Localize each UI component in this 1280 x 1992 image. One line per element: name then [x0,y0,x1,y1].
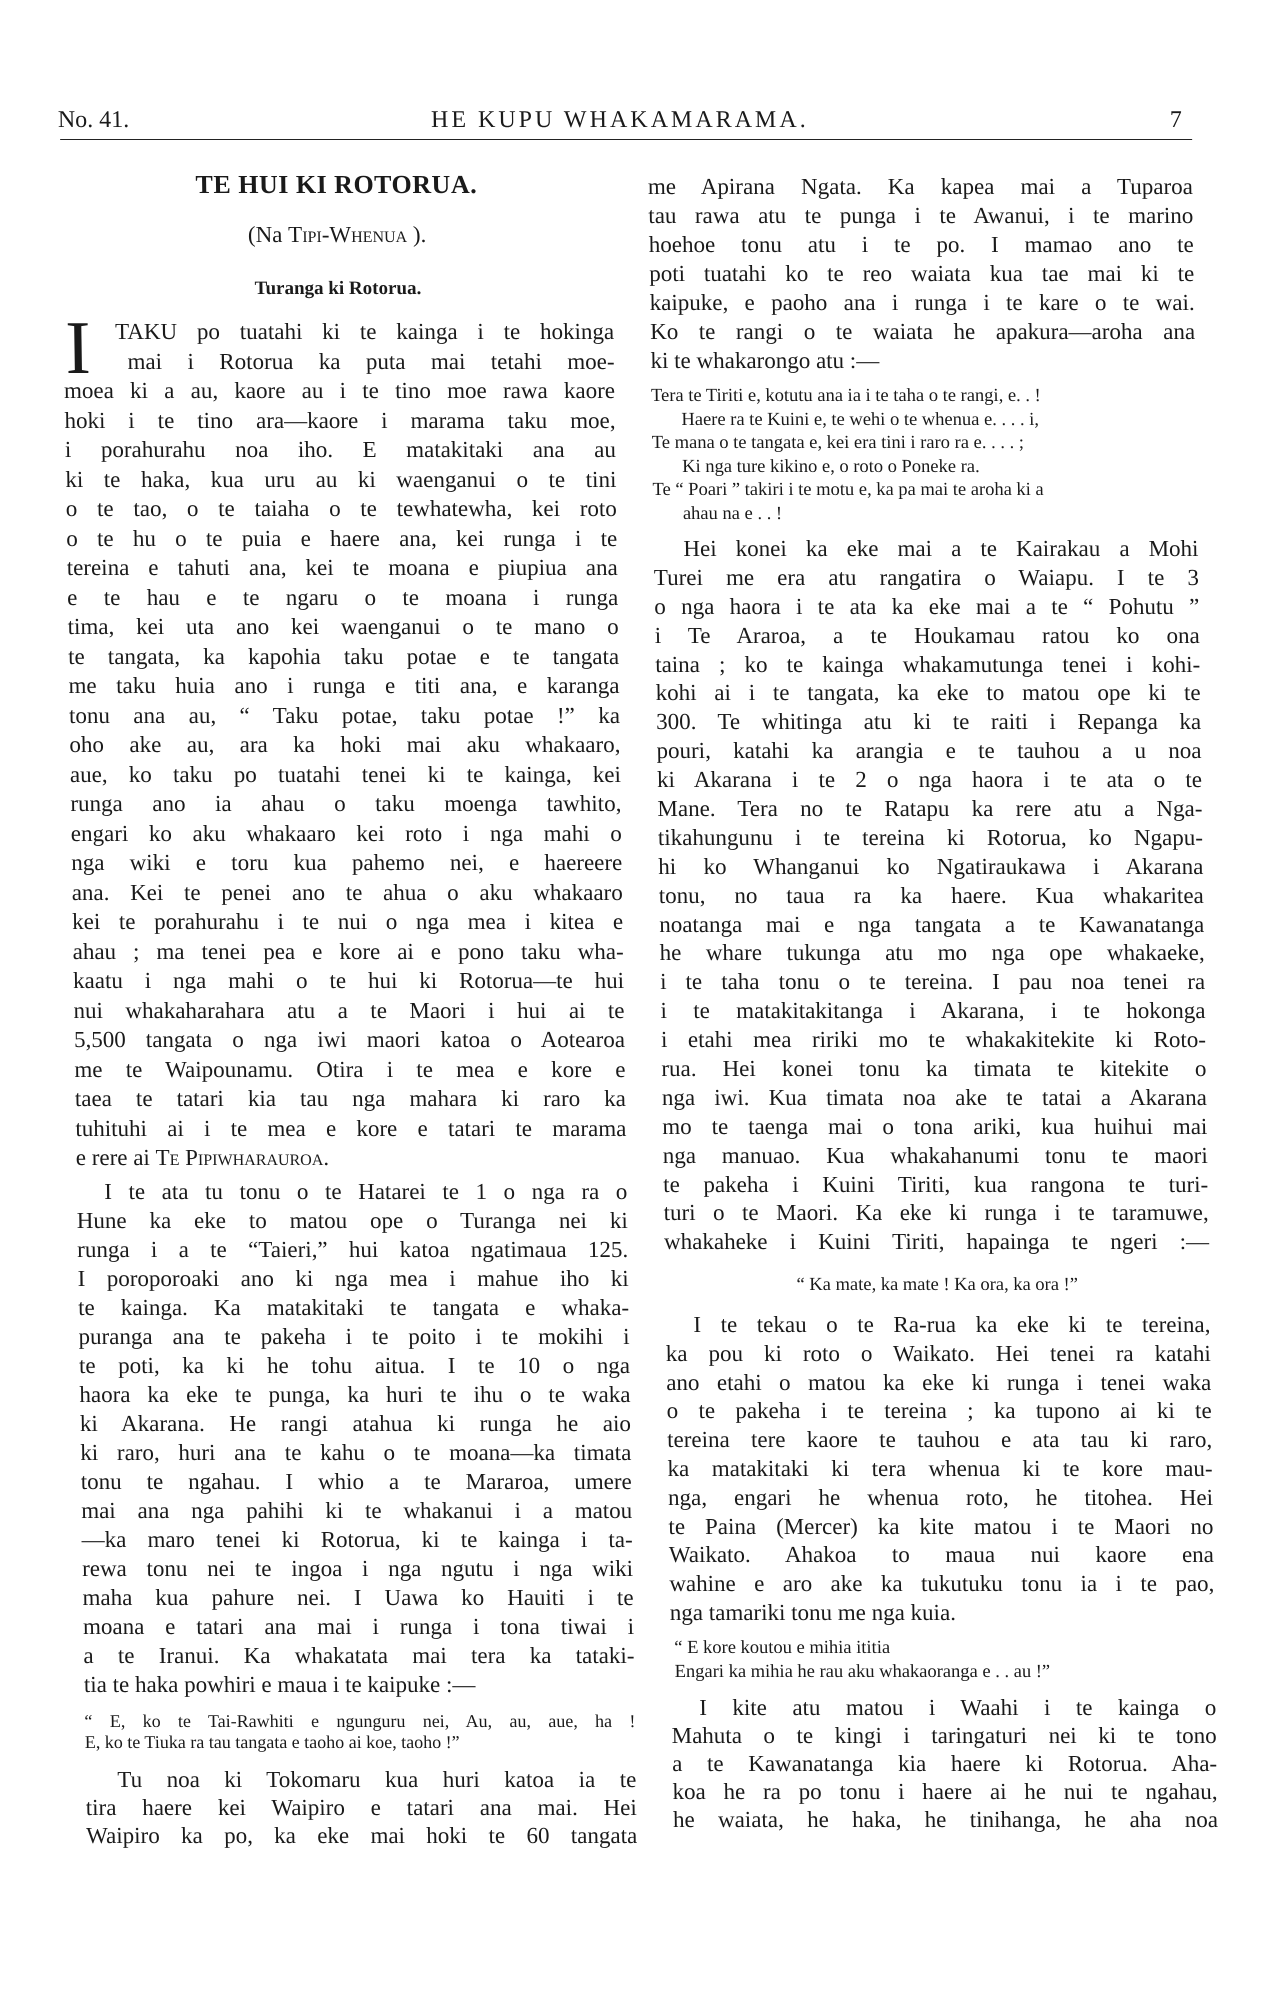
text-line: ahau na e . . ! [682,503,783,524]
text-line: nga wiki e toru kua pahemo nei, e haereere [71,850,623,875]
publication-name: Te Pipiwharauroa. [155,1145,330,1170]
text-line: tonu ana au, “ Taku potae, taku potae !” ka [68,702,621,728]
text-line: me taku huia ano i runga e titi ana, e karanga [68,673,620,698]
article-subheading: Turanga ki Rotorua. [254,278,422,299]
paragraph [653,535,1209,1257]
text-line: ano etahi o matou ka eke ki runga i tenei waka [666,1369,1212,1395]
text-line: puranga ana te pakeha i te poito i te mokihi i [78,1324,630,1349]
text-line: te poti, ka ki he tohu aitua. I te 10 o nga [78,1353,631,1378]
text-line: Ki nga ture kikino e, o roto o Poneke ra. [682,456,980,477]
text-line: Hune ka eke to matou ope o Turanga nei ki [76,1208,628,1233]
text-line: ki Akarana. He rangi atahua ki runga he aio [79,1411,632,1436]
text-line: i te taha tonu o te tereina. I pau noa tenei ra [659,969,1206,995]
text-line: “ E kore koutou e mihia ititia [674,1638,891,1658]
text-line: ki raro, huri ana te kahu o te moana—ka timata [80,1440,632,1465]
paragraph [671,1694,1218,1834]
text-line: ka matakitaki ki tera whenua ki te kore mau- [667,1455,1213,1481]
article-byline [61,222,612,248]
paragraph [648,172,1196,375]
text-line: nga iwi. Kua timata noa ake te tatai a Akarana [661,1084,1208,1110]
text-line: haora ka eke te punga, ka huri te ihu o te waka [79,1382,631,1407]
text-line: rua. Hei konei tonu ka timata te kitekite o [661,1056,1207,1082]
article-title: TE HUI KI ROTORUA. [195,170,478,199]
text-line: nga tamariki tonu me nga kuia. [669,1599,957,1625]
text-line: o nga haora i te ata ka eke mai a te “ Pohutu ” [654,593,1200,619]
text-line: E, ko te Tiuka ra tau tangata e taoho ai koe, taoho !” [84,1732,460,1752]
text-line: kaatu i nga mahi o te hui ki Rotorua—te hui [72,968,625,993]
text-line: e te hau e te ngaru o te moana i runga [66,584,619,610]
verse-quote [651,385,1198,527]
text-line: te pakeha i Kuini Tiriti, kua rangona te turi- [662,1171,1209,1197]
text-line: Haere ra te Kuini e, te wehi o te whenua e. . . . i, [681,409,1040,430]
text-line: Engari ka mihia he rau aku whakaoranga e . . au !” [674,1662,1051,1682]
text-line: ana. Kei te penei ano te ahua o aku whakaaro [71,879,623,905]
publication-title: HE KUPU WHAKAMARAMA. [430,107,809,133]
text-line: o te tao, o te taiaha o te tewhatewha, kei roto [65,496,618,521]
text-line: mai ana nga pahihi ki te whakanui i a matou [81,1498,633,1523]
text-line: tuhituhi ai i te mea e kore e tatari te marama [75,1115,627,1141]
text-line: moea ki a au, kaore au i te tino moe rawa kaore [63,378,616,403]
page-number: 7 [1169,107,1183,133]
text-line: pouri, katahi ka arangia e te tauhou a u noa [656,738,1202,764]
text-line: tira haere kei Waipiro e tatari ana mai. Hei [85,1795,637,1820]
text-line: Ko te rangi o te waiata he apakura—aroha ana [649,319,1196,344]
text-line: o te hu o te puia e haere ana, kei runga i te [66,525,618,551]
drop-cap: I [64,306,92,390]
text-line: kei te porahurahu i te nui o nga mea i kitea e [71,909,624,934]
text-line: poti tuatahi ko te reo waiata kua tae mai ki te [649,261,1195,286]
header-rule [60,139,1192,140]
text-line: tau rawa atu te punga i te Awanui, i te marino [648,203,1194,228]
text-line: rewa tonu nei te ingoa i nga ngutu i nga wiki [81,1556,634,1581]
text-line: I te ata tu tonu o te Hatarei te 1 o nga ra o [104,1179,628,1204]
text-line: TAKU po tuatahi ki te kainga i te hokinga [114,319,615,344]
text-line: te kainga. Ka matakitaki te tangata e whaka- [77,1295,630,1320]
text-line: tikahungunu i te tereina ki Rotorua, ko Ngapu- [657,824,1204,850]
text-line: moana e tatari ana mai i runga i tona tiwai i [82,1614,635,1639]
paragraph [85,1766,637,1850]
text-line: a te Iranui. Ka whakatata mai tera ka tataki- [83,1643,635,1668]
text-line: whakaheke i Kuini Tiriti, hapainga te ngeri :— [663,1229,1210,1255]
text-line: ki te whakarongo atu :— [650,348,880,373]
text-line: runga ano ia ahau o taku moenga tawhito, [70,791,622,816]
text-line: koa he ra po tonu i haere ai he nui te ngahau, [672,1779,1218,1804]
text-line [76,1143,627,1173]
text-line: “ E, ko te Tai-Rawhiti e ngunguru nei, Au, au, aue, ha ! [84,1711,636,1731]
text-line: he whare tukunga atu mo nga ope whakaeke, [659,940,1205,966]
byline-open: (Na [247,222,289,247]
text-line: Te mana o te tangata e, kei era tini i raro ra e. . . . ; [651,433,1025,454]
text-line: hoki i te tino ara—kaore i marama taku moe, [64,407,616,433]
text-line: nui whakaharahara atu a te Maori i hui ai te [73,997,625,1023]
text-line: a te Kawanatanga kia haere ki Rotorua. Aha- [671,1751,1218,1776]
text-line: o te pakeha i te tereina ; ka tupono ai ki te [666,1398,1212,1424]
text-line: ahau ; ma tenei pea e kore ai e pono taku wha- [72,938,624,964]
text-line: me te Waipounamu. Otira i te mea e kore e [74,1056,626,1082]
chant-line [665,1272,1210,1298]
text-line: Waipiro ka po, ka eke mai hoki te 60 tangata [86,1823,638,1848]
text-line: taina ; ko te kainga whakamutunga tenei i kohi- [655,651,1201,677]
text-line: tereina tere kaore te tauhou e ata tau ki raro, [666,1427,1213,1453]
text-line: Tu noa ki Tokomaru kua huri katoa ia te [117,1767,637,1792]
text-line: Waikato. Ahakoa to maua nui kaore ena [668,1542,1215,1568]
text-line: i etahi mea ririki mo te whakakitekite ki Roto- [660,1027,1207,1053]
text-line: Mane. Tera no te Ratapu ka rere atu a Nga- [657,796,1203,822]
text-line: noatanga mai e nga tangata a te Kawanatanga [659,911,1205,937]
issue-number: No. 41. [57,107,130,133]
verse-quote [670,1636,1216,1684]
text-line: 5,500 tangata o nga iwi maori katoa o Aotearoa [73,1027,626,1052]
text-segment: e rere ai [75,1145,156,1170]
text-line: tereina e tahuti ana, kei te moana e piupiua ana [66,555,618,580]
text-line: wahine e aro ake ka tukutuku tonu ia i te pao, [669,1571,1215,1597]
text-line: te tangata, ka kapohia taku potae e te tangata [67,643,620,669]
text-line: aue, ko taku po tuatahi tenei ki te kainga, kei [69,761,622,787]
text-line: kaipuke, e paoho ana i runga i te kare o te wai. [649,290,1195,315]
text-line: he waiata, he haka, he tinihanga, he aha noa [672,1807,1219,1832]
text-line: te Paina (Mercer) ka kite matou i te Maori no [668,1513,1214,1539]
text-line: ka pou ki roto o Waikato. Hei tenei ra katahi [665,1340,1211,1366]
text-line: I poroporoaki ano ki nga mea i mahue iho ki [77,1266,629,1291]
text-line: mai i Rotorua ka puta mai tetahi moe- [127,348,615,374]
byline-author: Tipi-Whenua [287,222,408,247]
text-line: I te tekau o te Ra-rua ka eke ki te tereina, [693,1312,1211,1337]
text-line: 300. Te whitinga atu ki te raiti i Repanga ka [655,709,1202,735]
text-line: tonu te ngahau. I whio a te Mararoa, umere [80,1469,632,1494]
text-line: tonu, no taua ra ka haere. Kua whakaritea [658,882,1204,908]
byline-close: ). [406,222,427,247]
text-line: kohi ai i te tangata, ka eke to matou ope ki te [655,680,1201,706]
text-line: I kite atu matou i Waahi i te kainga o [699,1695,1217,1720]
text-line: Hei konei ka eke mai a te Kairakau a Mohi [683,536,1199,561]
text-line: runga i a te “Taieri,” hui katoa ngatimaua 125. [77,1237,629,1262]
text-line: i te matakitakitanga i Akarana, i te hokonga [660,998,1206,1024]
text-line: ki Akarana i te 2 o nga haora i te ata o te [656,767,1203,793]
text-line: i porahurahu noa iho. E matakitaki ana au [64,437,617,462]
text-line: Te “ Poari ” takiri i te motu e, ka pa mai te aroha ki a [652,480,1044,501]
text-line: —ka maro tenei ki Rotorua, ki te kainga i ta- [81,1527,633,1552]
text-line: maha kua pahure nei. I Uawa ko Hauiti i te [82,1585,634,1610]
paragraph [76,1177,635,1699]
verse-quote [84,1711,636,1753]
text-line: nga manuao. Kua whakahanumi tonu te maori [662,1142,1208,1168]
text-line: tia te haka powhiri e maua i te kaipuke :— [83,1672,476,1697]
text-line: i Te Araroa, a te Houkamau ratou ko ona [654,622,1200,648]
text-line: engari ko aku whakaaro kei roto i nga mahi o [70,820,622,846]
text-line: me Apirana Ngata. Ka kapea mai a Tuparoa [647,174,1194,199]
text-line: Tera te Tiriti e, kotutu ana ia i te taha o te rangi, e. . ! [650,386,1041,406]
text-line: hoehoe tonu atu i te po. I mamao ano te [648,232,1194,257]
text-line: nga, engari he whenua roto, he titohea. Hei [667,1484,1214,1510]
text-line: ki te haka, kua uru au ki waenganui o te tini [65,466,617,492]
text-line: oho ake au, ara ka hoki mai aku whakaaro, [69,732,621,757]
paragraph [665,1311,1215,1628]
text-line: Mahuta o te kingi i taringaturi nei ki te tono [671,1723,1217,1748]
paragraph [63,306,627,1173]
text-line: taea te tatari kia tau nga mahara ki raro ka [74,1086,627,1111]
text-line: turi o te Maori. Ka eke ki runga i te taramuwe, [663,1200,1209,1226]
text-line: tima, kei uta ano kei waenganui o te mano o [67,614,619,639]
text-line: hi ko Whanganui ko Ngatiraukawa i Akarana [658,853,1204,879]
text-line: Turei me era atu rangatira o Waiapu. I te 3 [653,564,1200,590]
text-line: mo te taenga mai o tona ariki, kua huihui mai [662,1113,1208,1139]
text-line: “ Ka mate, ka mate ! Ka ora, ka ora !” [796,1275,1079,1295]
